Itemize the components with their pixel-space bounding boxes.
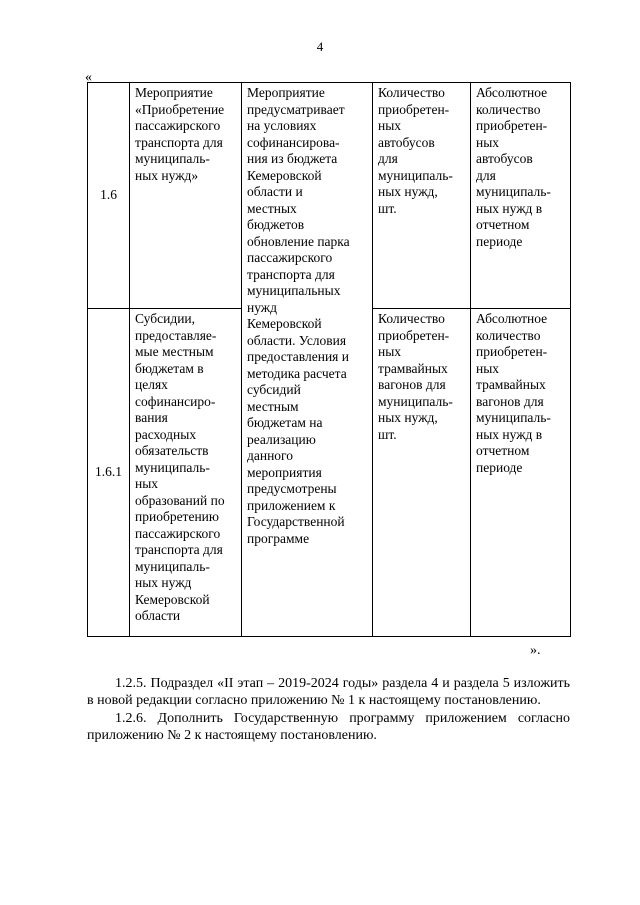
- method-cell: [471, 309, 571, 637]
- indicator-text: Количество приобретен- ных трамвайных вагонов для муниципаль- ных нужд, шт.: [378, 311, 453, 442]
- row-number-text: 1.6.1: [95, 464, 122, 480]
- indicator-cell: [373, 309, 471, 637]
- event-cell: [130, 83, 242, 309]
- row-number-text: 1.6: [100, 187, 117, 203]
- indicator-cell: [373, 83, 471, 309]
- event-text: Субсидии, предоставляе- мые местным бюджетам в целях софинансиро- вания расходных обязательств муниципаль- ных образований по приобретению пассажирского транспорта для муниципаль- ных нужд Кемеровской области: [135, 311, 225, 623]
- paragraph-1-2-5: 1.2.5. Подраздел «II этап – 2019-2024 годы» раздела 4 и раздела 5 изложить в новой редакции согласно приложению № 1 к настоящему постановлению.: [87, 676, 570, 708]
- indicator-text: Количество приобретен- ных автобусов для муниципаль- ных нужд, шт.: [378, 85, 453, 216]
- method-text: Абсолютное количество приобретен- ных трамвайных вагонов для муниципаль- ных нужд в отчетном периоде: [476, 311, 551, 475]
- table-row: [88, 83, 571, 309]
- method-cell: [471, 83, 571, 309]
- page-number: 4: [316, 39, 324, 54]
- paragraph-1-2-6: 1.2.6. Дополнить Государственную программу приложением согласно приложению № 2 к настоящему постановлению.: [87, 711, 570, 743]
- method-text: Абсолютное количество приобретен- ных автобусов для муниципаль- ных нужд в отчетном периоде: [476, 85, 551, 249]
- event-text: Мероприятие «Приобретение пассажирского транспорта для муниципаль- ных нужд»: [135, 85, 225, 183]
- row-number: [88, 83, 130, 309]
- closing-quote: ».: [530, 643, 541, 658]
- description-text: Мероприятие предусматривает на условиях софинансирова- ния из бюджета Кемеровской области и местных бюджетов обновление парка пассажирского транспорта для муниципальных нужд Кемеровской области. Условия предоставления и методика расчета субсидий местным бюджетам на реализацию данного мероприятия предусмотрены приложением к Государственной программе: [247, 85, 350, 546]
- opening-quote: «: [85, 70, 92, 85]
- row-number: [88, 309, 130, 637]
- description-cell: [242, 83, 373, 637]
- event-cell: [130, 309, 242, 637]
- body-paragraphs: [87, 675, 570, 745]
- program-measures-table: [87, 82, 571, 637]
